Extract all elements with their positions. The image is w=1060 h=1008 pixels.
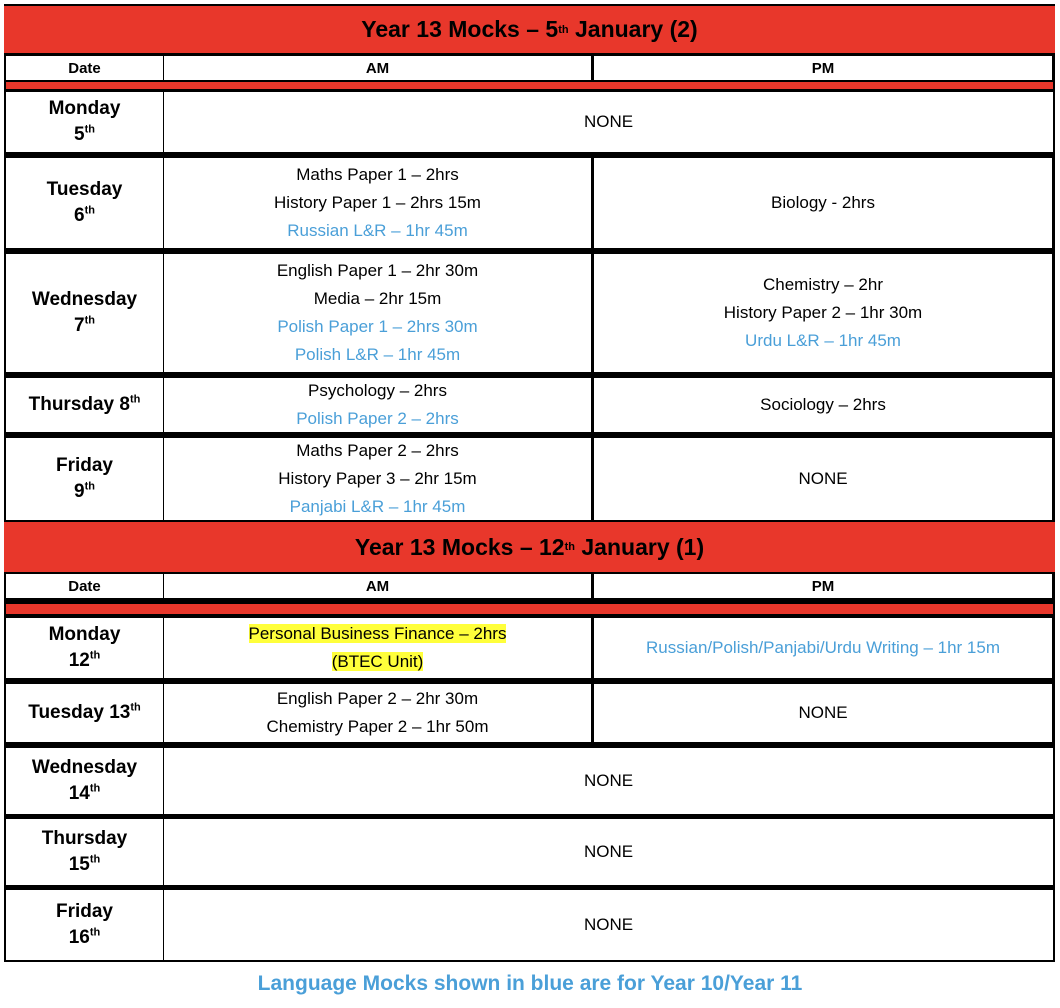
day-num: 12	[68, 650, 90, 671]
schedule-row	[4, 158, 1055, 248]
day-name: Tuesday	[46, 179, 123, 200]
day-number	[56, 925, 113, 951]
day-label	[49, 622, 121, 674]
day-suffix: th	[129, 393, 141, 406]
day-num: 9	[74, 481, 85, 502]
header-label: AM	[365, 59, 390, 77]
exam-entry	[314, 285, 442, 313]
exam-text: NONE	[798, 469, 848, 488]
day-cell	[6, 438, 163, 520]
day-label	[56, 453, 113, 505]
day-label	[49, 96, 121, 148]
exam-text: Russian/Polish/Panjabi/Urdu Writing – 1hr 15m	[645, 638, 1001, 657]
day-num: 15	[68, 854, 90, 875]
day-cell	[6, 378, 163, 432]
exam-entry	[277, 685, 478, 713]
exam-entry	[277, 313, 477, 341]
header-label: Date	[68, 577, 101, 595]
exam-text: Panjabi L&R – 1hr 45m	[289, 497, 466, 516]
exam-entry	[296, 405, 459, 433]
day-label	[56, 899, 113, 951]
exam-text: Urdu L&R – 1hr 45m	[745, 331, 901, 350]
header-am	[164, 574, 591, 598]
exam-text: Chemistry Paper 2 – 1hr 50m	[266, 717, 489, 736]
exam-text: English Paper 1 – 2hr 30m	[276, 261, 479, 280]
day-name: Thursday 8	[28, 394, 130, 415]
pm-cell	[594, 378, 1052, 432]
day-suffix: th	[89, 649, 101, 662]
exam-text: Sociology – 2hrs	[760, 395, 886, 414]
footer-note: Language Mocks shown in blue are for Year 10/Year 11	[257, 972, 803, 995]
day-cell	[6, 158, 163, 248]
day-name: Thursday	[41, 828, 128, 849]
day-label	[28, 700, 140, 726]
exam-entry	[771, 189, 875, 217]
header-label: AM	[365, 577, 390, 595]
day-number	[49, 648, 121, 674]
pm-cell	[594, 158, 1052, 248]
am-cell	[164, 158, 591, 248]
section1-separator	[6, 82, 1053, 89]
day-num: 5	[74, 124, 85, 145]
day-label	[42, 826, 128, 878]
day-suffix: th	[89, 853, 101, 866]
exam-entry	[308, 377, 447, 405]
exam-entry	[296, 161, 459, 189]
day-number	[49, 122, 121, 148]
exam-text: Biology - 2hrs	[771, 193, 875, 212]
pm-cell	[594, 254, 1052, 372]
day-suffix: th	[89, 926, 101, 939]
day-label	[47, 177, 123, 229]
exam-text: (BTEC Unit)	[331, 652, 424, 671]
day-cell	[6, 748, 163, 814]
exam-text: Personal Business Finance – 2hrs	[248, 624, 507, 643]
header-label: PM	[811, 59, 835, 77]
merged-cell	[164, 819, 1053, 885]
day-num: 7	[74, 315, 85, 336]
exam-entry	[266, 713, 488, 741]
day-name: Friday	[55, 455, 114, 476]
exam-entry	[760, 391, 886, 419]
day-number	[32, 313, 137, 339]
day-name: Wednesday	[31, 757, 138, 778]
day-cell	[6, 618, 163, 678]
exam-entry	[745, 327, 901, 355]
exam-entry	[332, 648, 424, 676]
exam-entry	[278, 465, 476, 493]
exam-entry	[646, 634, 1000, 662]
day-label	[32, 755, 137, 807]
exam-text: Polish Paper 2 – 2hrs	[296, 409, 459, 428]
exam-entry	[290, 493, 466, 521]
exam-text: Psychology – 2hrs	[308, 381, 447, 400]
schedule-row	[4, 748, 1055, 814]
day-name: Wednesday	[31, 289, 138, 310]
day-cell	[6, 254, 163, 372]
day-num: 16	[68, 927, 90, 948]
day-num: 14	[68, 783, 90, 804]
day-number	[56, 479, 113, 505]
exam-text: Maths Paper 1 – 2hrs	[296, 165, 459, 184]
schedule-row	[4, 378, 1055, 432]
pm-cell	[594, 618, 1052, 678]
exam-text: Polish Paper 1 – 2hrs 30m	[277, 317, 478, 336]
exam-entry	[287, 217, 467, 245]
timetable	[4, 4, 1055, 962]
header-label: Date	[68, 59, 101, 77]
exam-entry	[296, 437, 459, 465]
day-number	[42, 852, 128, 878]
exam-entry	[798, 465, 847, 493]
day-cell	[6, 92, 163, 152]
day-num: 6	[74, 205, 85, 226]
exam-text: History Paper 3 – 2hr 15m	[278, 469, 477, 488]
schedule-row	[4, 254, 1055, 372]
exam-entry	[277, 257, 478, 285]
day-name: Tuesday 13	[28, 702, 131, 723]
exam-entry	[274, 189, 481, 217]
header-pm	[594, 56, 1052, 80]
merged-cell	[164, 890, 1053, 960]
title-text: Year 13 Mocks – 12	[354, 533, 565, 560]
title-text-end: January (1)	[575, 533, 705, 560]
header-label: PM	[811, 577, 835, 595]
header-date	[6, 574, 163, 598]
exam-text: English Paper 2 – 2hr 30m	[276, 689, 479, 708]
section1-header-row	[4, 56, 1055, 80]
pm-cell	[594, 438, 1052, 520]
day-cell	[6, 890, 163, 960]
am-cell	[164, 378, 591, 432]
exam-text: NONE	[798, 703, 848, 722]
header-date	[6, 56, 163, 80]
schedule-row	[4, 890, 1055, 960]
schedule-row	[4, 684, 1055, 742]
exam-text: Russian L&R – 1hr 45m	[287, 221, 468, 240]
day-cell	[6, 819, 163, 885]
day-suffix: th	[84, 123, 95, 136]
day-name: Monday	[48, 98, 121, 119]
none-label: NONE	[583, 112, 634, 131]
am-cell	[164, 254, 591, 372]
section2-title-cell: Year 13 Mocks – 12 th January (1)	[6, 522, 1053, 572]
title-text-end: January (2)	[568, 16, 698, 42]
exam-entry	[763, 271, 883, 299]
day-label	[29, 392, 141, 418]
schedule-row	[4, 92, 1055, 152]
am-cell	[164, 618, 591, 678]
exam-text: Polish L&R – 1hr 45m	[294, 345, 461, 364]
day-suffix: th	[84, 480, 95, 493]
day-suffix: th	[84, 314, 95, 327]
am-cell	[164, 438, 591, 520]
am-cell	[164, 684, 591, 742]
section1-title	[4, 6, 1055, 53]
exam-entry	[295, 341, 460, 369]
section1-title-cell: Year 13 Mocks – 5 th January (2)	[6, 6, 1053, 53]
exam-text: Chemistry – 2hr	[763, 275, 883, 294]
title-text: Year 13 Mocks – 5	[361, 16, 559, 42]
day-suffix: th	[89, 782, 101, 795]
none-label: NONE	[583, 915, 634, 934]
schedule-row	[4, 618, 1055, 678]
pm-cell	[594, 684, 1052, 742]
day-number	[32, 781, 137, 807]
header-am	[164, 56, 591, 80]
exam-text: Maths Paper 2 – 2hrs	[296, 441, 459, 460]
exam-text: History Paper 2 – 1hr 30m	[723, 303, 923, 322]
section2-header-row	[4, 574, 1055, 598]
schedule-row	[4, 438, 1055, 520]
none-label: NONE	[583, 771, 634, 790]
header-pm	[594, 574, 1052, 598]
none-label: NONE	[583, 842, 634, 861]
day-label	[32, 287, 137, 339]
exam-text: History Paper 1 – 2hrs 15m	[274, 193, 481, 212]
exam-entry	[249, 620, 507, 648]
exam-entry	[724, 299, 922, 327]
merged-cell	[164, 748, 1053, 814]
day-name: Friday	[55, 901, 114, 922]
day-name: Monday	[48, 624, 121, 645]
section2-title	[4, 522, 1055, 572]
day-suffix: th	[84, 204, 95, 217]
merged-cell	[164, 92, 1053, 152]
schedule-row	[4, 819, 1055, 885]
day-cell	[6, 684, 163, 742]
day-suffix: th	[130, 701, 141, 714]
exam-entry	[798, 699, 847, 727]
section2-separator	[6, 604, 1053, 614]
exam-text: Media – 2hr 15m	[313, 289, 442, 308]
day-number	[47, 203, 123, 229]
